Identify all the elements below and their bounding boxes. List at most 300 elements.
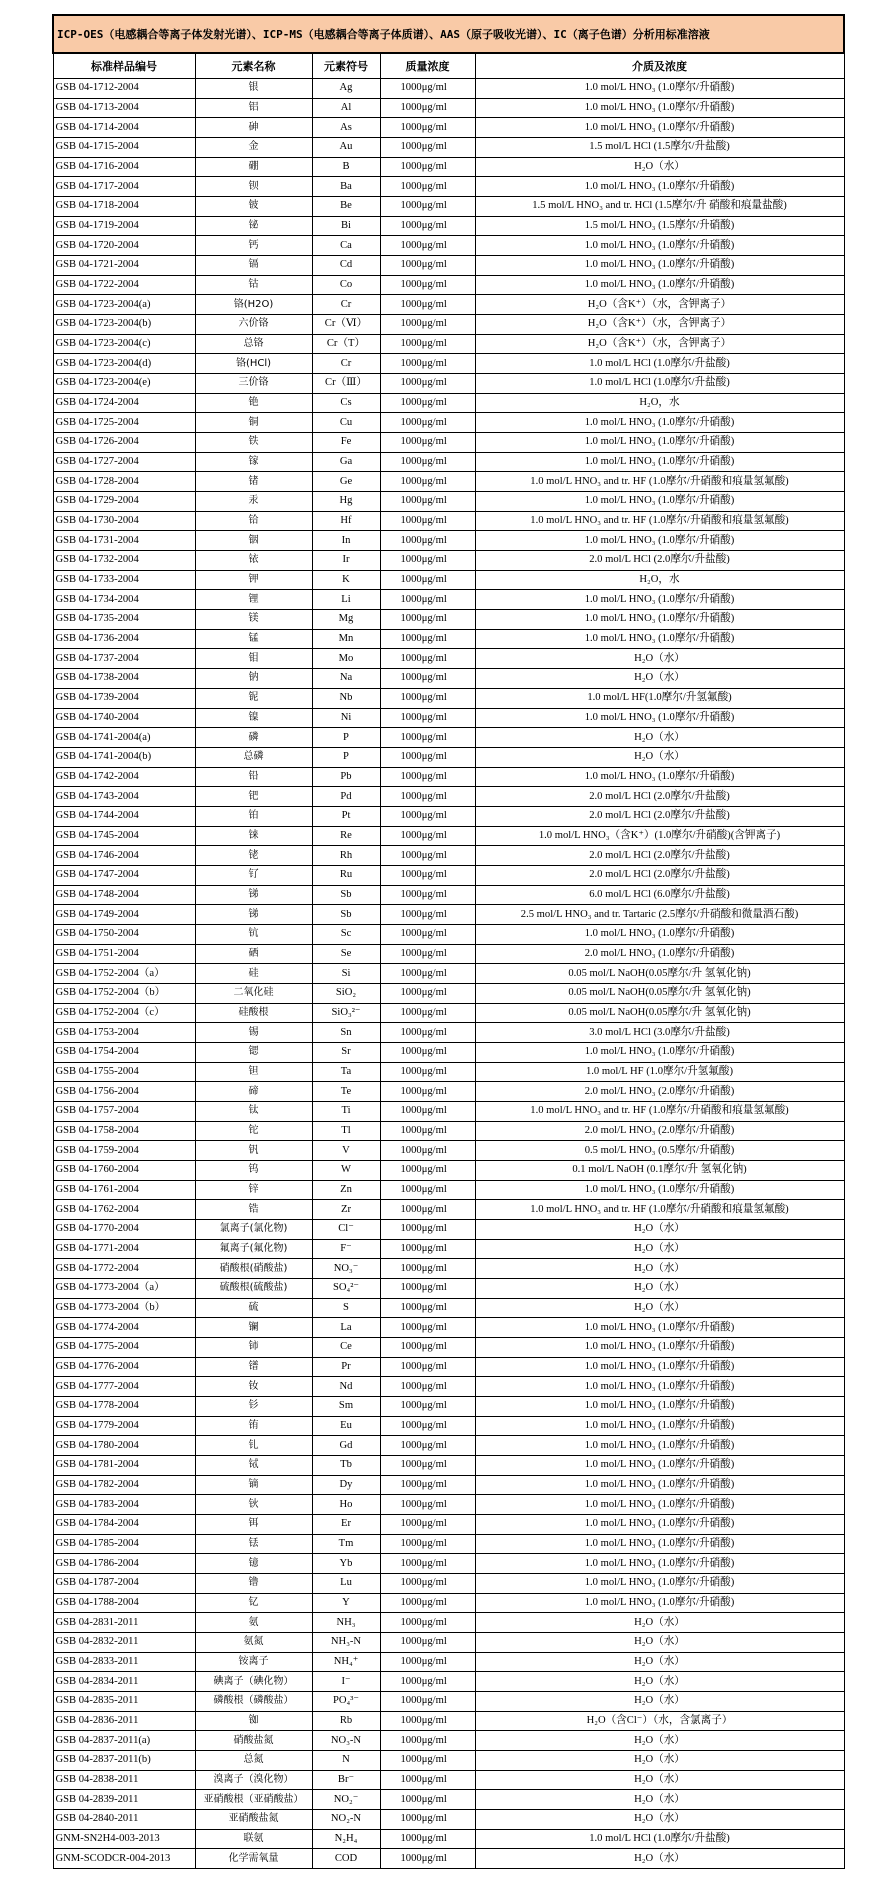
element-name-cell: 钡 bbox=[195, 177, 312, 197]
table-row bbox=[53, 511, 844, 531]
table-row bbox=[53, 551, 844, 571]
sample-code-cell: GSB 04-1741-2004(b) bbox=[53, 747, 195, 767]
element-symbol-cell: Ni bbox=[312, 708, 380, 728]
element-name-cell: 钽 bbox=[195, 1062, 312, 1082]
medium-cell: 1.0 mol/L HNO₃ (1.0摩尔/升硝酸) bbox=[475, 256, 844, 276]
table-row bbox=[53, 1593, 844, 1613]
sample-code-cell: GSB 04-1775-2004 bbox=[53, 1338, 195, 1358]
medium-cell: H₂O（水） bbox=[475, 1219, 844, 1239]
element-symbol-cell: Na bbox=[312, 669, 380, 689]
element-name-cell: 铑 bbox=[195, 846, 312, 866]
element-name-cell: 镁 bbox=[195, 610, 312, 630]
element-symbol-cell: Cr bbox=[312, 354, 380, 374]
element-name-cell: 铬(HCl) bbox=[195, 354, 312, 374]
element-name-cell: 磷酸根（磷酸盐） bbox=[195, 1692, 312, 1712]
concentration-cell: 1000μg/ml bbox=[380, 1593, 475, 1613]
table-row bbox=[53, 1574, 844, 1594]
sample-code-cell: GSB 04-1727-2004 bbox=[53, 452, 195, 472]
concentration-cell: 1000μg/ml bbox=[380, 1042, 475, 1062]
element-symbol-cell: Sm bbox=[312, 1397, 380, 1417]
concentration-cell: 1000μg/ml bbox=[380, 924, 475, 944]
medium-cell: 0.05 mol/L NaOH(0.05摩尔/升 氢氧化钠) bbox=[475, 964, 844, 984]
table-row bbox=[53, 216, 844, 236]
medium-cell: 1.0 mol/L HNO₃ and tr. HF (1.0摩尔/升硝酸和痕量氢氟酸) bbox=[475, 511, 844, 531]
sample-code-cell: GSB 04-2836-2011 bbox=[53, 1711, 195, 1731]
element-symbol-cell: Bi bbox=[312, 216, 380, 236]
medium-cell: H₂O（水） bbox=[475, 1751, 844, 1771]
table-row bbox=[53, 1397, 844, 1417]
concentration-cell: 1000μg/ml bbox=[380, 1534, 475, 1554]
medium-cell: H₂O（水） bbox=[475, 728, 844, 748]
element-symbol-cell: Ga bbox=[312, 452, 380, 472]
concentration-cell: 1000μg/ml bbox=[380, 1436, 475, 1456]
concentration-cell: 1000μg/ml bbox=[380, 1259, 475, 1279]
sample-code-cell: GSB 04-1713-2004 bbox=[53, 98, 195, 118]
element-name-cell: 镨 bbox=[195, 1357, 312, 1377]
concentration-cell: 1000μg/ml bbox=[380, 629, 475, 649]
sample-code-cell: GSB 04-1777-2004 bbox=[53, 1377, 195, 1397]
sample-code-cell: GSB 04-1776-2004 bbox=[53, 1357, 195, 1377]
table-row bbox=[53, 610, 844, 630]
element-name-cell: 铒 bbox=[195, 1515, 312, 1535]
medium-cell: 1.0 mol/L HNO₃ (1.0摩尔/升硝酸) bbox=[475, 1357, 844, 1377]
element-symbol-cell: K bbox=[312, 570, 380, 590]
table-row bbox=[53, 1711, 844, 1731]
table-row bbox=[53, 570, 844, 590]
table-row bbox=[53, 983, 844, 1003]
element-name-cell: 锆 bbox=[195, 1200, 312, 1220]
table-row bbox=[53, 1082, 844, 1102]
table-row bbox=[53, 1239, 844, 1259]
medium-cell: 1.0 mol/L HNO₃ (1.0摩尔/升硝酸) bbox=[475, 1318, 844, 1338]
element-symbol-cell: Eu bbox=[312, 1416, 380, 1436]
element-name-cell: 铍 bbox=[195, 197, 312, 217]
table-row bbox=[53, 708, 844, 728]
element-symbol-cell: W bbox=[312, 1160, 380, 1180]
sample-code-cell: GSB 04-1725-2004 bbox=[53, 413, 195, 433]
table-row bbox=[53, 590, 844, 610]
medium-cell: 1.5 mol/L HNO₃ (1.5摩尔/升硝酸) bbox=[475, 216, 844, 236]
concentration-cell: 1000μg/ml bbox=[380, 747, 475, 767]
medium-cell: H₂O（水） bbox=[475, 649, 844, 669]
medium-cell: 1.0 mol/L HNO₃ (1.0摩尔/升硝酸) bbox=[475, 1554, 844, 1574]
table-row bbox=[53, 79, 844, 99]
element-symbol-cell: Zr bbox=[312, 1200, 380, 1220]
medium-cell: 1.0 mol/L HNO₃ (1.0摩尔/升硝酸) bbox=[475, 1574, 844, 1594]
sample-code-cell: GSB 04-1743-2004 bbox=[53, 787, 195, 807]
concentration-cell: 1000μg/ml bbox=[380, 413, 475, 433]
element-symbol-cell: Au bbox=[312, 138, 380, 158]
table-row bbox=[53, 433, 844, 453]
medium-cell: 1.0 mol/L HNO₃ (1.0摩尔/升硝酸) bbox=[475, 433, 844, 453]
table-body bbox=[53, 79, 844, 1869]
medium-cell: 1.0 mol/L HCl (1.0摩尔/升盐酸) bbox=[475, 374, 844, 394]
table-row bbox=[53, 1652, 844, 1672]
element-name-cell: 总氮 bbox=[195, 1751, 312, 1771]
medium-cell: H₂O（水） bbox=[475, 747, 844, 767]
medium-cell: 1.5 mol/L HNO₃ and tr. HCl (1.5摩尔/升 硝酸和痕量盐酸) bbox=[475, 197, 844, 217]
element-name-cell: 氟离子(氟化物) bbox=[195, 1239, 312, 1259]
sample-code-cell: GSB 04-1729-2004 bbox=[53, 492, 195, 512]
medium-cell: 1.0 mol/L HNO₃ (1.0摩尔/升硝酸) bbox=[475, 1377, 844, 1397]
sample-code-cell: GSB 04-1756-2004 bbox=[53, 1082, 195, 1102]
sample-code-cell: GSB 04-1787-2004 bbox=[53, 1574, 195, 1594]
element-symbol-cell: Pt bbox=[312, 806, 380, 826]
concentration-cell: 1000μg/ml bbox=[380, 118, 475, 138]
element-symbol-cell: Ge bbox=[312, 472, 380, 492]
element-name-cell: 锌 bbox=[195, 1180, 312, 1200]
table-row bbox=[53, 1278, 844, 1298]
sample-code-cell: GSB 04-1737-2004 bbox=[53, 649, 195, 669]
table-row bbox=[53, 1436, 844, 1456]
concentration-cell: 1000μg/ml bbox=[380, 1062, 475, 1082]
element-symbol-cell: Nb bbox=[312, 688, 380, 708]
concentration-cell: 1000μg/ml bbox=[380, 1633, 475, 1653]
medium-cell: H₂O（水） bbox=[475, 1298, 844, 1318]
element-symbol-cell: Co bbox=[312, 275, 380, 295]
concentration-cell: 1000μg/ml bbox=[380, 315, 475, 335]
sample-code-cell: GSB 04-1750-2004 bbox=[53, 924, 195, 944]
element-name-cell: 镍 bbox=[195, 708, 312, 728]
table-row bbox=[53, 905, 844, 925]
element-symbol-cell: Ba bbox=[312, 177, 380, 197]
element-name-cell: 铱 bbox=[195, 551, 312, 571]
sample-code-cell: GSB 04-1779-2004 bbox=[53, 1416, 195, 1436]
medium-cell: H₂O（水） bbox=[475, 1259, 844, 1279]
medium-cell: 0.1 mol/L NaOH (0.1摩尔/升 氢氧化钠) bbox=[475, 1160, 844, 1180]
table-row bbox=[53, 629, 844, 649]
element-symbol-cell: Ce bbox=[312, 1338, 380, 1358]
sample-code-cell: GSB 04-2840-2011 bbox=[53, 1810, 195, 1830]
element-symbol-cell: Rh bbox=[312, 846, 380, 866]
medium-cell: 1.0 mol/L HF (1.0摩尔/升氢氟酸) bbox=[475, 1062, 844, 1082]
medium-cell: 6.0 mol/L HCl (6.0摩尔/升盐酸) bbox=[475, 885, 844, 905]
element-symbol-cell: S bbox=[312, 1298, 380, 1318]
concentration-cell: 1000μg/ml bbox=[380, 1180, 475, 1200]
table-row bbox=[53, 1200, 844, 1220]
table-row bbox=[53, 1259, 844, 1279]
table-row bbox=[53, 1377, 844, 1397]
concentration-cell: 1000μg/ml bbox=[380, 1495, 475, 1515]
element-name-cell: 铪 bbox=[195, 511, 312, 531]
element-symbol-cell: Zn bbox=[312, 1180, 380, 1200]
table-row bbox=[53, 1790, 844, 1810]
element-symbol-cell: La bbox=[312, 1318, 380, 1338]
medium-cell: 1.0 mol/L HNO₃ (1.0摩尔/升硝酸) bbox=[475, 1436, 844, 1456]
table-row bbox=[53, 1731, 844, 1751]
element-name-cell: 钐 bbox=[195, 1397, 312, 1417]
element-name-cell: 总铬 bbox=[195, 334, 312, 354]
sample-code-cell: GSB 04-1783-2004 bbox=[53, 1495, 195, 1515]
element-name-cell: 钛 bbox=[195, 1101, 312, 1121]
element-name-cell: 镧 bbox=[195, 1318, 312, 1338]
element-symbol-cell: Gd bbox=[312, 1436, 380, 1456]
table-row bbox=[53, 964, 844, 984]
col-header-name: 元素名称 bbox=[195, 53, 312, 79]
sample-code-cell: GSB 04-1752-2004（a） bbox=[53, 964, 195, 984]
concentration-cell: 1000μg/ml bbox=[380, 1397, 475, 1417]
table-row bbox=[53, 315, 844, 335]
sample-code-cell: GSB 04-1712-2004 bbox=[53, 79, 195, 99]
table-row bbox=[53, 924, 844, 944]
table-row bbox=[53, 767, 844, 787]
table-row bbox=[53, 256, 844, 276]
sample-code-cell: GSB 04-1754-2004 bbox=[53, 1042, 195, 1062]
table-row bbox=[53, 1160, 844, 1180]
medium-cell: H₂O（水） bbox=[475, 1849, 844, 1869]
medium-cell: 1.0 mol/L HNO₃ (1.0摩尔/升硝酸) bbox=[475, 610, 844, 630]
element-name-cell: 亚硝酸根（亚硝酸盐） bbox=[195, 1790, 312, 1810]
header-row bbox=[53, 53, 844, 79]
element-name-cell: 铷 bbox=[195, 1711, 312, 1731]
medium-cell: H₂O（水） bbox=[475, 1790, 844, 1810]
medium-cell: H₂O（水） bbox=[475, 1613, 844, 1633]
medium-cell: 0.05 mol/L NaOH(0.05摩尔/升 氢氧化钠) bbox=[475, 1003, 844, 1023]
table-row bbox=[53, 118, 844, 138]
sample-code-cell: GSB 04-1740-2004 bbox=[53, 708, 195, 728]
element-name-cell: 硒 bbox=[195, 944, 312, 964]
sample-code-cell: GSB 04-1780-2004 bbox=[53, 1436, 195, 1456]
concentration-cell: 1000μg/ml bbox=[380, 1377, 475, 1397]
element-name-cell: 铟 bbox=[195, 531, 312, 551]
element-symbol-cell: B bbox=[312, 157, 380, 177]
sample-code-cell: GSB 04-1770-2004 bbox=[53, 1219, 195, 1239]
element-name-cell: 铕 bbox=[195, 1416, 312, 1436]
element-name-cell: 磷 bbox=[195, 728, 312, 748]
sample-code-cell: GSB 04-1753-2004 bbox=[53, 1023, 195, 1043]
element-symbol-cell: NO₂-N bbox=[312, 1810, 380, 1830]
table-row bbox=[53, 393, 844, 413]
medium-cell: 1.0 mol/L HNO₃ (1.0摩尔/升硝酸) bbox=[475, 1495, 844, 1515]
element-name-cell: 钆 bbox=[195, 1436, 312, 1456]
medium-cell: 2.5 mol/L HNO₃ and tr. Tartaric (2.5摩尔/升硝酸和微量酒石酸) bbox=[475, 905, 844, 925]
concentration-cell: 1000μg/ml bbox=[380, 256, 475, 276]
medium-cell: 0.05 mol/L NaOH(0.05摩尔/升 氢氧化钠) bbox=[475, 983, 844, 1003]
element-symbol-cell: Nd bbox=[312, 1377, 380, 1397]
sample-code-cell: GSB 04-1723-2004(b) bbox=[53, 315, 195, 335]
concentration-cell: 1000μg/ml bbox=[380, 1731, 475, 1751]
medium-cell: H₂O（水） bbox=[475, 1770, 844, 1790]
element-name-cell: 镱 bbox=[195, 1554, 312, 1574]
element-name-cell: 锡 bbox=[195, 1023, 312, 1043]
element-symbol-cell: SiO₂ bbox=[312, 983, 380, 1003]
medium-cell: 1.0 mol/L HNO₃ (1.0摩尔/升硝酸) bbox=[475, 492, 844, 512]
element-symbol-cell: SiO₃²⁻ bbox=[312, 1003, 380, 1023]
element-symbol-cell: I⁻ bbox=[312, 1672, 380, 1692]
table-row bbox=[53, 1338, 844, 1358]
medium-cell: 2.0 mol/L HCl (2.0摩尔/升盐酸) bbox=[475, 846, 844, 866]
sample-code-cell: GSB 04-1718-2004 bbox=[53, 197, 195, 217]
element-name-cell: 硼 bbox=[195, 157, 312, 177]
medium-cell: 2.0 mol/L HCl (2.0摩尔/升盐酸) bbox=[475, 787, 844, 807]
concentration-cell: 1000μg/ml bbox=[380, 1101, 475, 1121]
element-name-cell: 铯 bbox=[195, 393, 312, 413]
medium-cell: 1.0 mol/L HNO₃ (1.0摩尔/升硝酸) bbox=[475, 413, 844, 433]
medium-cell: H₂O（含K⁺）（水，含钾离子） bbox=[475, 295, 844, 315]
element-symbol-cell: Mg bbox=[312, 610, 380, 630]
element-symbol-cell: SO₄²⁻ bbox=[312, 1278, 380, 1298]
medium-cell: 1.0 mol/L HCl (1.0摩尔/升盐酸) bbox=[475, 354, 844, 374]
sample-code-cell: GSB 04-1723-2004(c) bbox=[53, 334, 195, 354]
sample-code-cell: GSB 04-1733-2004 bbox=[53, 570, 195, 590]
table-row bbox=[53, 1829, 844, 1849]
sample-code-cell: GSB 04-1723-2004(a) bbox=[53, 295, 195, 315]
element-symbol-cell: P bbox=[312, 747, 380, 767]
sample-code-cell: GSB 04-1755-2004 bbox=[53, 1062, 195, 1082]
concentration-cell: 1000μg/ml bbox=[380, 1475, 475, 1495]
table-row bbox=[53, 452, 844, 472]
medium-cell: H₂O（含K⁺）（水，含钾离子） bbox=[475, 315, 844, 335]
element-symbol-cell: Sc bbox=[312, 924, 380, 944]
element-name-cell: 锑 bbox=[195, 885, 312, 905]
concentration-cell: 1000μg/ml bbox=[380, 1711, 475, 1731]
medium-cell: 1.0 mol/L HNO₃ (1.0摩尔/升硝酸) bbox=[475, 1416, 844, 1436]
concentration-cell: 1000μg/ml bbox=[380, 79, 475, 99]
medium-cell: H₂O（水） bbox=[475, 1731, 844, 1751]
concentration-cell: 1000μg/ml bbox=[380, 1692, 475, 1712]
medium-cell: H₂O（水） bbox=[475, 157, 844, 177]
element-symbol-cell: Lu bbox=[312, 1574, 380, 1594]
element-name-cell: 铽 bbox=[195, 1456, 312, 1476]
table-row bbox=[53, 472, 844, 492]
medium-cell: H₂O，水 bbox=[475, 393, 844, 413]
medium-cell: 1.0 mol/L HNO₃ (1.0摩尔/升硝酸) bbox=[475, 452, 844, 472]
medium-cell: 1.0 mol/L HNO₃ (1.0摩尔/升硝酸) bbox=[475, 177, 844, 197]
element-symbol-cell: NO₂⁻ bbox=[312, 1790, 380, 1810]
concentration-cell: 1000μg/ml bbox=[380, 452, 475, 472]
element-name-cell: 钼 bbox=[195, 649, 312, 669]
medium-cell: 1.0 mol/L HNO₃ and tr. HF (1.0摩尔/升硝酸和痕量氢氟酸) bbox=[475, 1200, 844, 1220]
concentration-cell: 1000μg/ml bbox=[380, 1278, 475, 1298]
element-name-cell: 铝 bbox=[195, 98, 312, 118]
medium-cell: 1.0 mol/L HNO₃ (1.0摩尔/升硝酸) bbox=[475, 236, 844, 256]
concentration-cell: 1000μg/ml bbox=[380, 334, 475, 354]
sample-code-cell: GSB 04-2837-2011(b) bbox=[53, 1751, 195, 1771]
element-symbol-cell: NH₃ bbox=[312, 1613, 380, 1633]
medium-cell: 1.0 mol/L HNO₃ (1.0摩尔/升硝酸) bbox=[475, 275, 844, 295]
sample-code-cell: GSB 04-1762-2004 bbox=[53, 1200, 195, 1220]
sample-code-cell: GSB 04-1771-2004 bbox=[53, 1239, 195, 1259]
table-row bbox=[53, 1495, 844, 1515]
table-row bbox=[53, 1534, 844, 1554]
medium-cell: 0.5 mol/L HNO₃ (0.5摩尔/升硝酸) bbox=[475, 1141, 844, 1161]
concentration-cell: 1000μg/ml bbox=[380, 1613, 475, 1633]
sample-code-cell: GSB 04-1738-2004 bbox=[53, 669, 195, 689]
sample-code-cell: GNM-SCODCR-004-2013 bbox=[53, 1849, 195, 1869]
sample-code-cell: GSB 04-1730-2004 bbox=[53, 511, 195, 531]
sample-code-cell: GSB 04-2833-2011 bbox=[53, 1652, 195, 1672]
concentration-cell: 1000μg/ml bbox=[380, 1790, 475, 1810]
element-symbol-cell: Al bbox=[312, 98, 380, 118]
medium-cell: H₂O（水） bbox=[475, 1672, 844, 1692]
element-name-cell: 亚硝酸盐氮 bbox=[195, 1810, 312, 1830]
concentration-cell: 1000μg/ml bbox=[380, 236, 475, 256]
table-row bbox=[53, 138, 844, 158]
medium-cell: 1.0 mol/L HNO₃ (1.0摩尔/升硝酸) bbox=[475, 79, 844, 99]
concentration-cell: 1000μg/ml bbox=[380, 944, 475, 964]
medium-cell: 1.0 mol/L HNO₃ (1.0摩尔/升硝酸) bbox=[475, 1475, 844, 1495]
element-symbol-cell: Cr（Ⅵ） bbox=[312, 315, 380, 335]
sample-code-cell: GSB 04-1784-2004 bbox=[53, 1515, 195, 1535]
concentration-cell: 1000μg/ml bbox=[380, 905, 475, 925]
concentration-cell: 1000μg/ml bbox=[380, 1318, 475, 1338]
table-row bbox=[53, 1357, 844, 1377]
table-row bbox=[53, 374, 844, 394]
sample-code-cell: GSB 04-1715-2004 bbox=[53, 138, 195, 158]
concentration-cell: 1000μg/ml bbox=[380, 492, 475, 512]
element-name-cell: 铁 bbox=[195, 433, 312, 453]
sample-code-cell: GSB 04-1772-2004 bbox=[53, 1259, 195, 1279]
concentration-cell: 1000μg/ml bbox=[380, 964, 475, 984]
medium-cell: H₂O，水 bbox=[475, 570, 844, 590]
sample-code-cell: GSB 04-1744-2004 bbox=[53, 806, 195, 826]
table-row bbox=[53, 1692, 844, 1712]
medium-cell: H₂O（含Cl⁻）（水，含氯离子） bbox=[475, 1711, 844, 1731]
element-symbol-cell: Cr（Ⅲ） bbox=[312, 374, 380, 394]
table-row bbox=[53, 826, 844, 846]
element-symbol-cell: Te bbox=[312, 1082, 380, 1102]
concentration-cell: 1000μg/ml bbox=[380, 865, 475, 885]
concentration-cell: 1000μg/ml bbox=[380, 1574, 475, 1594]
element-name-cell: 化学需氧量 bbox=[195, 1849, 312, 1869]
element-symbol-cell: Cs bbox=[312, 393, 380, 413]
element-name-cell: 联氨 bbox=[195, 1829, 312, 1849]
sample-code-cell: GSB 04-1739-2004 bbox=[53, 688, 195, 708]
element-symbol-cell: In bbox=[312, 531, 380, 551]
medium-cell: 1.0 mol/L HNO₃ and tr. HF (1.0摩尔/升硝酸和痕量氢氟酸) bbox=[475, 1101, 844, 1121]
sample-code-cell: GSB 04-1760-2004 bbox=[53, 1160, 195, 1180]
sample-code-cell: GSB 04-1752-2004（b） bbox=[53, 983, 195, 1003]
element-symbol-cell: Hg bbox=[312, 492, 380, 512]
sample-code-cell: GSB 04-1748-2004 bbox=[53, 885, 195, 905]
medium-cell: H₂O（水） bbox=[475, 1278, 844, 1298]
element-symbol-cell: Sr bbox=[312, 1042, 380, 1062]
concentration-cell: 1000μg/ml bbox=[380, 570, 475, 590]
medium-cell: 1.5 mol/L HCl (1.5摩尔/升盐酸) bbox=[475, 138, 844, 158]
sample-code-cell: GSB 04-1717-2004 bbox=[53, 177, 195, 197]
table-row bbox=[53, 1672, 844, 1692]
element-name-cell: 氨氮 bbox=[195, 1633, 312, 1653]
element-name-cell: 钌 bbox=[195, 865, 312, 885]
element-name-cell: 硅 bbox=[195, 964, 312, 984]
sample-code-cell: GSB 04-1773-2004（b） bbox=[53, 1298, 195, 1318]
element-symbol-cell: Pb bbox=[312, 767, 380, 787]
medium-cell: 3.0 mol/L HCl (3.0摩尔/升盐酸) bbox=[475, 1023, 844, 1043]
medium-cell: 1.0 mol/L HNO₃ (1.0摩尔/升硝酸) bbox=[475, 531, 844, 551]
concentration-cell: 1000μg/ml bbox=[380, 1239, 475, 1259]
concentration-cell: 1000μg/ml bbox=[380, 846, 475, 866]
element-symbol-cell: Pd bbox=[312, 787, 380, 807]
medium-cell: 2.0 mol/L HNO₃ (2.0摩尔/升硝酸) bbox=[475, 1082, 844, 1102]
element-symbol-cell: Tl bbox=[312, 1121, 380, 1141]
element-symbol-cell: Yb bbox=[312, 1554, 380, 1574]
element-name-cell: 铵离子 bbox=[195, 1652, 312, 1672]
element-name-cell: 金 bbox=[195, 138, 312, 158]
sample-code-cell: GSB 04-1721-2004 bbox=[53, 256, 195, 276]
col-header-code: 标准样品编号 bbox=[53, 53, 195, 79]
concentration-cell: 1000μg/ml bbox=[380, 1770, 475, 1790]
table-row bbox=[53, 413, 844, 433]
table-row bbox=[53, 98, 844, 118]
element-symbol-cell: NH₄⁺ bbox=[312, 1652, 380, 1672]
medium-cell: H₂O（水） bbox=[475, 1810, 844, 1830]
element-symbol-cell: Tb bbox=[312, 1456, 380, 1476]
element-name-cell: 三价铬 bbox=[195, 374, 312, 394]
concentration-cell: 1000μg/ml bbox=[380, 1219, 475, 1239]
concentration-cell: 1000μg/ml bbox=[380, 393, 475, 413]
sample-code-cell: GSB 04-1742-2004 bbox=[53, 767, 195, 787]
concentration-cell: 1000μg/ml bbox=[380, 531, 475, 551]
